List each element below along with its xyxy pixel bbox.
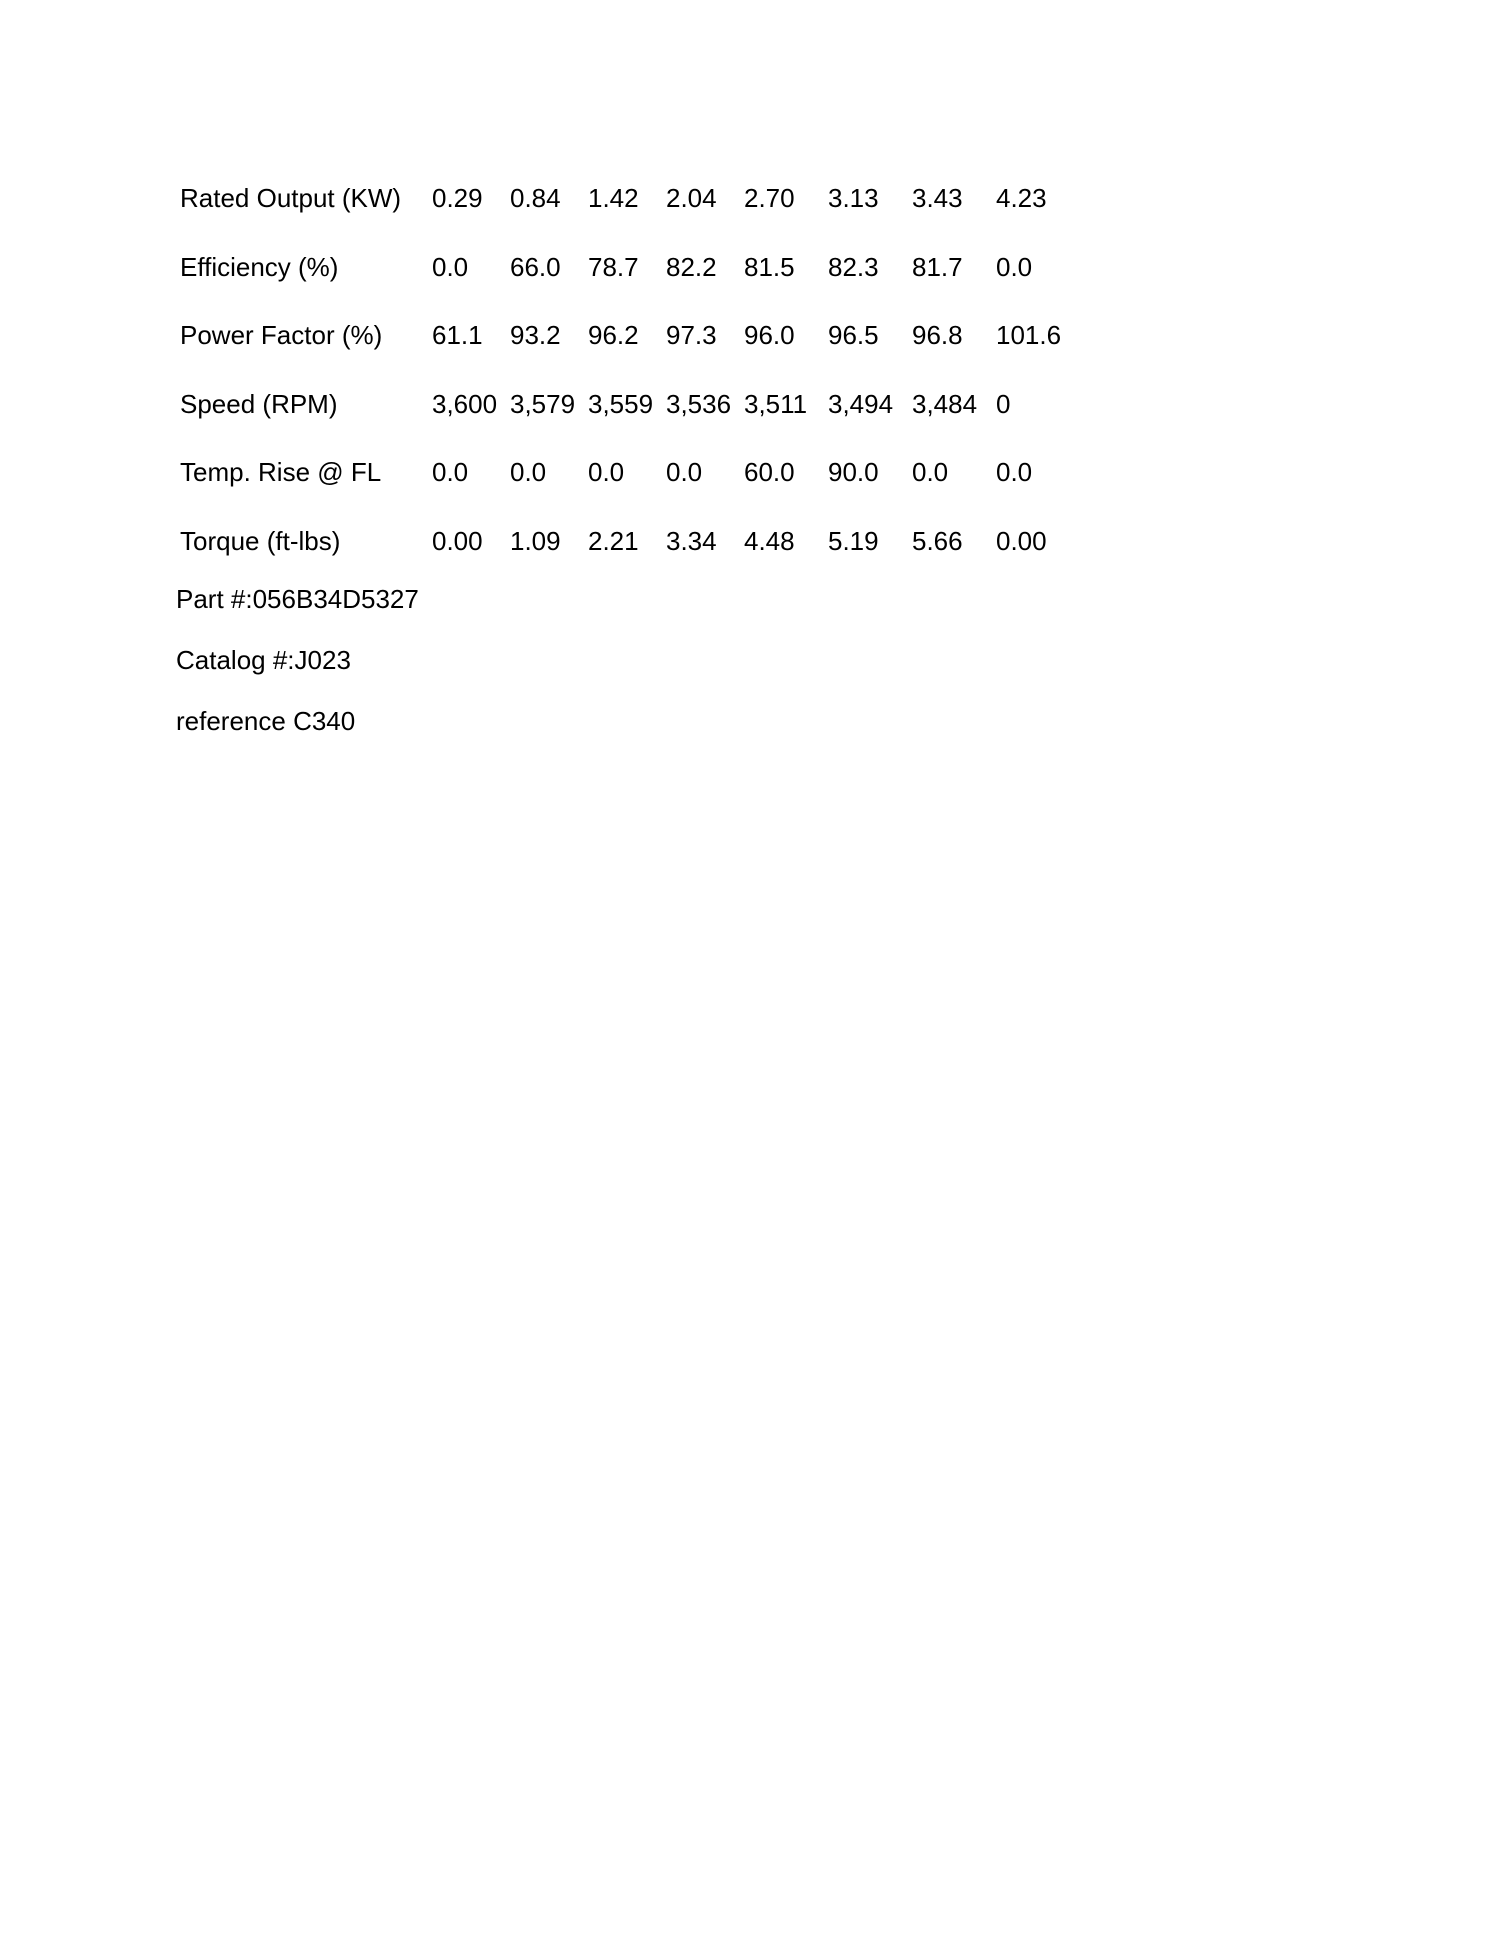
table-row — [176, 370, 1068, 439]
table-cell: 0.0 — [588, 457, 625, 488]
table-cell: 2.70 — [744, 183, 795, 214]
table-cell: 0.84 — [510, 183, 561, 214]
table-cell: 81.7 — [912, 251, 963, 282]
table-cell: 0.00 — [996, 525, 1047, 556]
table-row — [176, 301, 1068, 370]
table-cell: 3,559 — [588, 388, 654, 419]
table-cell: 3,536 — [666, 388, 732, 419]
table-cell: 0.0 — [432, 251, 469, 282]
row-label: Power Factor (%) — [180, 320, 383, 351]
table-cell: 0.29 — [432, 183, 483, 214]
motor-performance-table — [176, 164, 1068, 575]
table-cell: 3.43 — [912, 183, 963, 214]
table-cell: 4.23 — [996, 183, 1047, 214]
table-row — [176, 438, 1068, 507]
table-cell: 0.0 — [666, 457, 703, 488]
table-row — [176, 164, 1068, 233]
table-cell: 4.48 — [744, 525, 795, 556]
table-cell: 3.13 — [828, 183, 879, 214]
table-cell: 0.0 — [510, 457, 547, 488]
table-cell: 3.34 — [666, 525, 717, 556]
table-cell: 66.0 — [510, 251, 561, 282]
table-cell: 96.0 — [744, 320, 795, 351]
table-row — [176, 507, 1068, 576]
table-cell: 81.5 — [744, 251, 795, 282]
table-cell: 0.0 — [996, 457, 1033, 488]
row-label: Speed (RPM) — [180, 388, 338, 419]
table-cell: 5.19 — [828, 525, 879, 556]
table-cell: 0.0 — [996, 251, 1033, 282]
table-cell: 0 — [996, 388, 1011, 419]
table-cell: 82.3 — [828, 251, 879, 282]
table-cell: 61.1 — [432, 320, 483, 351]
table-cell: 78.7 — [588, 251, 639, 282]
part-number: Part #:056B34D5327 — [176, 584, 419, 614]
catalog-number: Catalog #:J023 — [176, 645, 351, 675]
table-row — [176, 233, 1068, 302]
table-cell: 0.0 — [432, 457, 469, 488]
table-cell: 2.04 — [666, 183, 717, 214]
table-cell: 96.2 — [588, 320, 639, 351]
table-cell: 0.00 — [432, 525, 483, 556]
row-label: Rated Output (KW) — [180, 183, 402, 214]
row-label: Torque (ft-lbs) — [180, 525, 341, 556]
table-cell: 97.3 — [666, 320, 717, 351]
reference-code: reference C340 — [176, 706, 356, 736]
table-cell: 3,494 — [828, 388, 894, 419]
table-cell: 96.8 — [912, 320, 963, 351]
table-cell: 0.0 — [912, 457, 949, 488]
table-cell: 93.2 — [510, 320, 561, 351]
table-cell: 5.66 — [912, 525, 963, 556]
table-cell: 2.21 — [588, 525, 639, 556]
table-cell: 3,579 — [510, 388, 576, 419]
table-cell: 3,484 — [912, 388, 978, 419]
row-label: Temp. Rise @ FL — [180, 457, 382, 488]
table-cell: 96.5 — [828, 320, 879, 351]
table-cell: 1.09 — [510, 525, 561, 556]
table-cell: 82.2 — [666, 251, 717, 282]
table-cell: 3,511 — [744, 388, 808, 419]
row-label: Efficiency (%) — [180, 251, 339, 282]
table-cell: 3,600 — [432, 388, 498, 419]
table-cell: 90.0 — [828, 457, 879, 488]
table-cell: 1.42 — [588, 183, 639, 214]
table-cell: 60.0 — [744, 457, 795, 488]
table-cell: 101.6 — [996, 320, 1062, 351]
part-info — [176, 586, 419, 769]
